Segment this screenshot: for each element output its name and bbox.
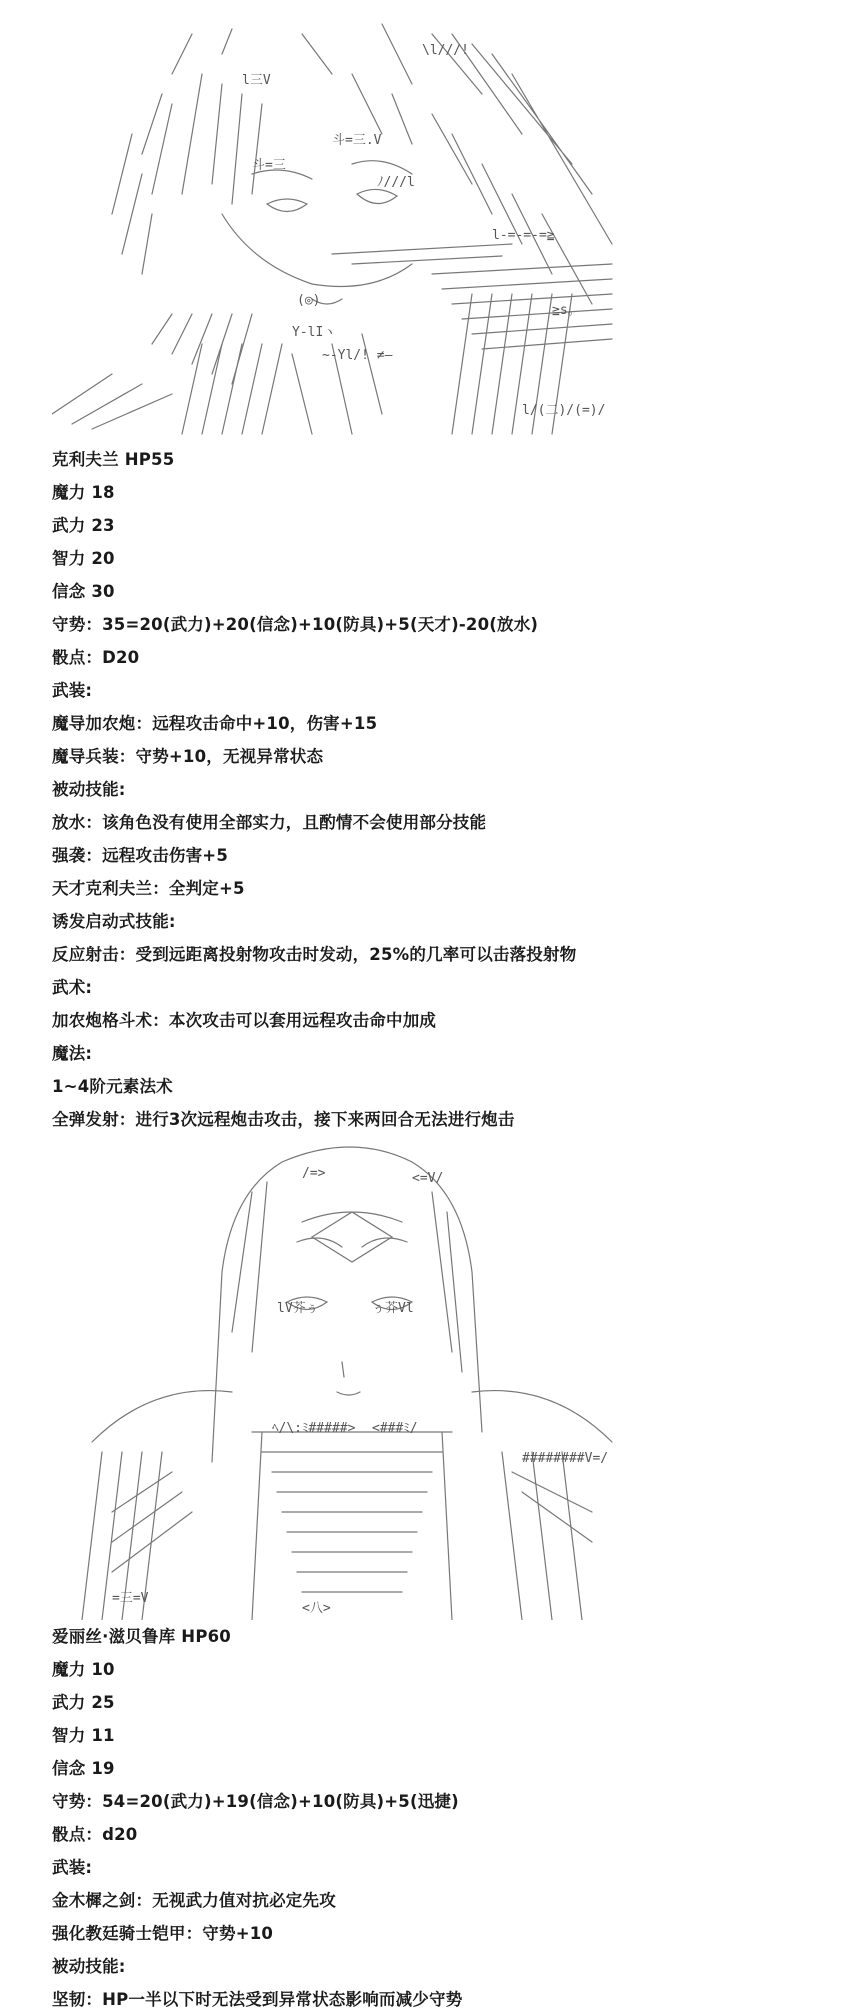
stat-line: 反应射击：受到远距离投射物攻击时发动，25%的几率可以击落投射物 [52,945,577,964]
stat-line: 金木樨之剑：无视武力值对抗必定先攻 [52,1891,336,1910]
section-heading: 武装: [52,1858,93,1877]
svg-text:~-Yl/! ≠—: ~-Yl/! ≠— [322,348,393,363]
svg-text:l-=-=-=≧: l-=-=-=≧ [492,228,555,243]
character-name-hp: 爱丽丝·滋贝鲁库 HP60 [52,1627,231,1646]
stat-line: 全弹发射：进行3次远程炮击攻击，接下来两回合无法进行炮击 [52,1110,515,1129]
svg-text:ﾉ///l: ﾉ///l [377,175,415,190]
stat-line: 加农炮格斗术：本次攻击可以套用远程攻击命中加成 [52,1011,437,1030]
svg-text:########V=/: ########V=/ [522,1451,609,1466]
section-heading: 魔法: [52,1044,93,1063]
stat-line: 魔导加农炮：远程攻击命中+10，伤害+15 [52,714,378,733]
section-heading: 诱发启动式技能: [52,912,176,931]
section-heading: 武术: [52,978,93,997]
stat-line: 天才克利夫兰：全判定+5 [52,879,245,898]
stat-line: 智力 11 [52,1726,115,1745]
svg-text:ﾍ/\:ﾐ#####>: ﾍ/\:ﾐ#####> [272,1421,356,1436]
character-name-hp: 克利夫兰 HP55 [52,450,175,469]
stat-line: 放水：该角色没有使用全部实力，且酌情不会使用部分技能 [52,813,487,832]
stat-line: 智力 20 [52,549,115,568]
stat-line: 武力 25 [52,1693,115,1712]
character-stats-2 [52,1620,832,2016]
svg-text:l三V: l三V [242,73,271,88]
svg-text:lV芥ぅ: lV芥ぅ [277,1301,319,1316]
stat-line: 1~4阶元素法术 [52,1077,173,1096]
svg-text:\l///!: \l///! [422,43,469,58]
stat-line: 守势：35=20(武力)+20(信念)+10(防具)+5(天才)-20(放水) [52,615,539,634]
svg-text:≧s。: ≧s。 [552,303,581,318]
section-heading: 被动技能: [52,780,126,799]
ascii-art-portrait-2 [52,1132,652,1620]
svg-text:ぅ芥Vl: ぅ芥Vl [372,1301,414,1316]
stat-line: 魔导兵装：守势+10，无视异常状态 [52,747,324,766]
character-stats-1 [52,443,832,1136]
stat-line: 信念 19 [52,1759,115,1778]
svg-text:Y-lIヽ: Y-lIヽ [292,325,337,340]
stat-line: 坚韧：HP一半以下时无法受到异常状态影响而减少守势 [52,1990,463,2009]
section-heading: 被动技能: [52,1957,126,1976]
svg-text:(◎): (◎) [297,293,321,308]
svg-text:斗=三.V: 斗=三.V [332,133,382,148]
portrait-1-lines [52,14,652,444]
section-heading: 武装: [52,681,93,700]
stat-line: 魔力 18 [52,483,115,502]
svg-text:<###ﾐ/: <###ﾐ/ [372,1421,418,1436]
ascii-art-portrait-1 [52,14,652,444]
svg-text:<=V/: <=V/ [412,1171,444,1186]
stat-line: 强袭：远程攻击伤害+5 [52,846,229,865]
stat-line: 守势：54=20(武力)+19(信念)+10(防具)+5(迅捷) [52,1792,459,1811]
stat-line: 强化教廷骑士铠甲：守势+10 [52,1924,274,1943]
svg-text:=三=V: =三=V [112,1591,149,1606]
stat-line: 骰点：D20 [52,648,140,667]
svg-text:<八>: <八> [302,1601,331,1616]
stat-line: 武力 23 [52,516,115,535]
stat-line: 信念 30 [52,582,115,601]
stat-line: 魔力 10 [52,1660,115,1679]
svg-text:/=>: /=> [302,1166,326,1181]
portrait-2-lines [52,1132,652,1620]
svg-text:斗=三: 斗=三 [252,158,286,173]
svg-text:l/(二)/(=)/: l/(二)/(=)/ [522,403,606,418]
stat-line: 骰点：d20 [52,1825,138,1844]
